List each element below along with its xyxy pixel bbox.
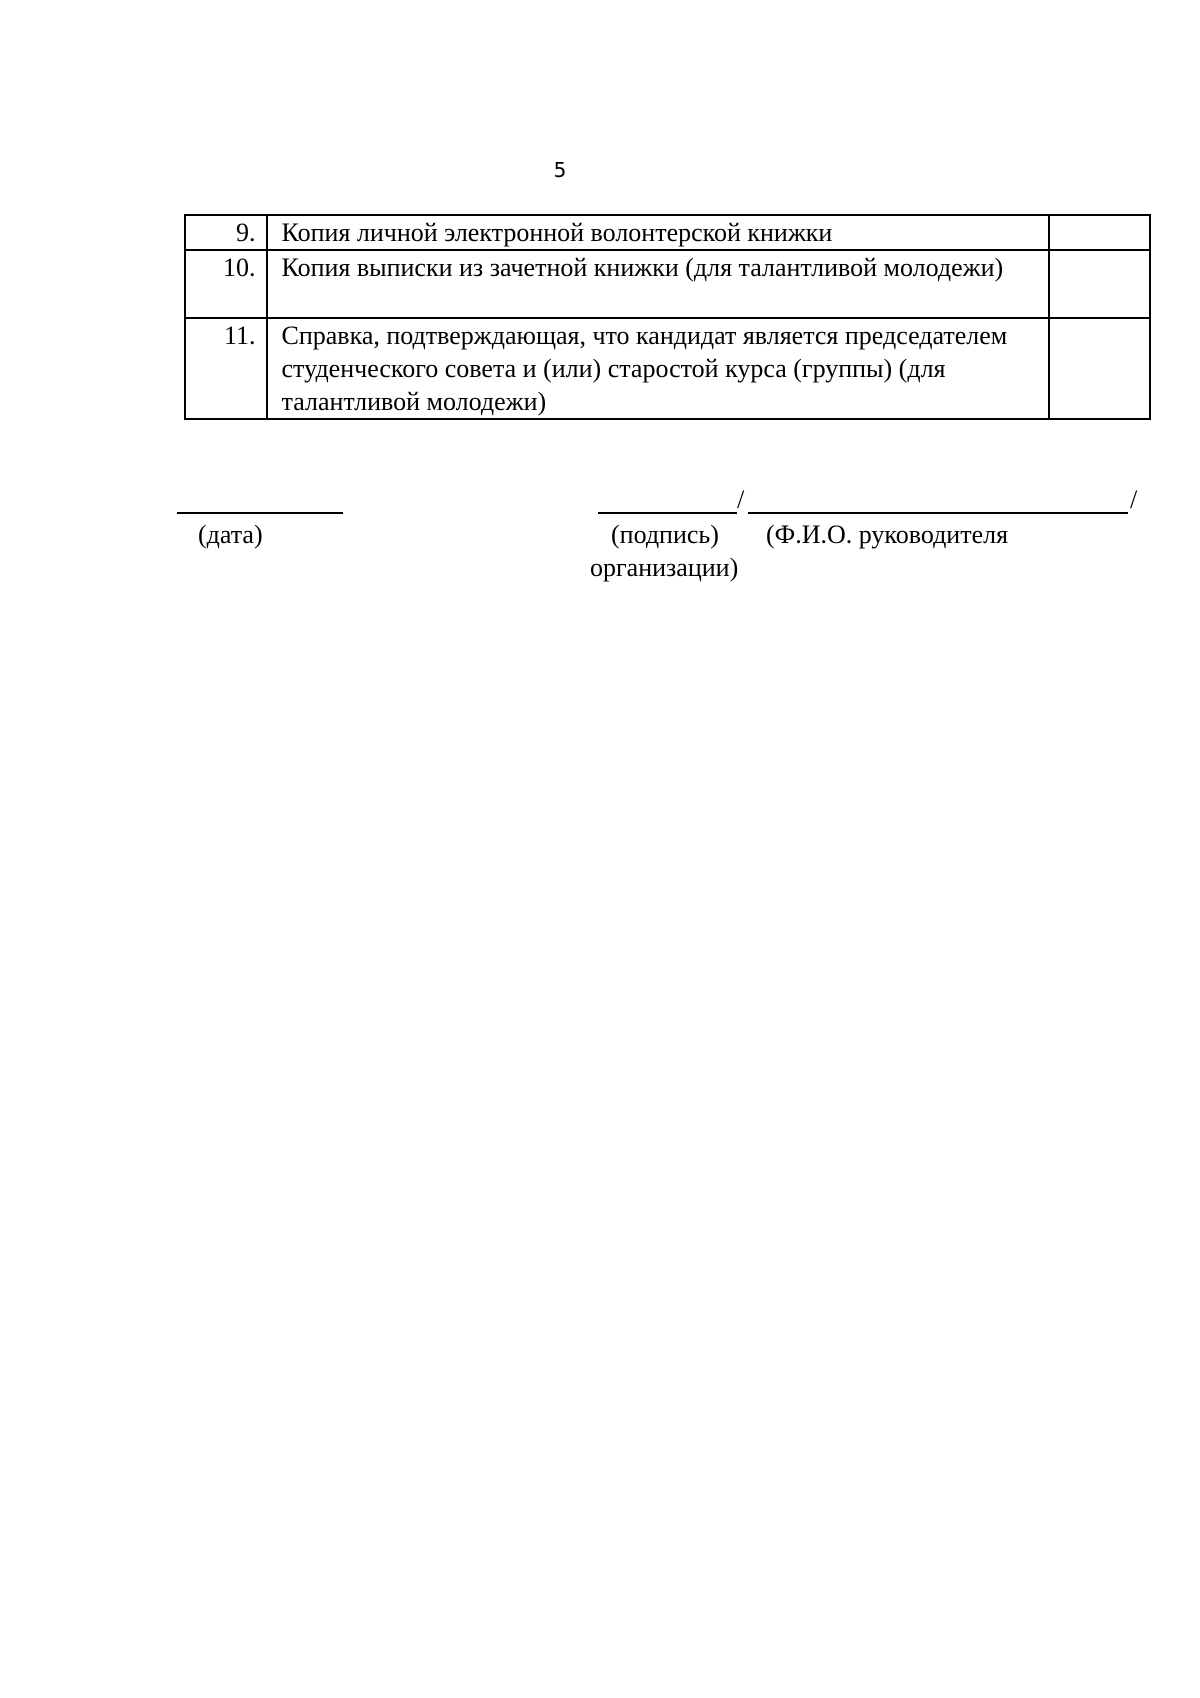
row-mark-cell — [1049, 318, 1150, 419]
signature-line — [598, 512, 737, 514]
signature-slash-left: / — [737, 485, 745, 514]
row-mark-cell — [1049, 215, 1150, 250]
signature-slash-right: / — [1130, 485, 1138, 514]
row-text: Копия личной электронной волонтерской книжки — [267, 215, 1050, 250]
table-row — [185, 250, 1150, 318]
row-number: 9. — [185, 215, 267, 250]
name-line — [748, 512, 1128, 514]
row-number: 11. — [185, 318, 267, 419]
signature-caption: (подпись) — [611, 520, 719, 549]
date-line — [177, 512, 343, 514]
documents-table — [184, 214, 1151, 420]
row-text: Справка, подтверждающая, что кандидат является председателем студенческого совета и (или) старостой курса (группы) (для талантливой молодежи) — [267, 318, 1050, 419]
table-row — [185, 318, 1150, 419]
date-caption: (дата) — [198, 520, 263, 549]
name-caption-line1: (Ф.И.О. руководителя — [766, 520, 1009, 549]
row-number: 10. — [185, 250, 267, 318]
table-row — [185, 215, 1150, 250]
row-text: Копия выписки из зачетной книжки (для талантливой молодежи) — [267, 250, 1050, 318]
page-number: 5 — [553, 158, 567, 182]
name-caption-line2: организации) — [590, 553, 739, 582]
row-mark-cell — [1049, 250, 1150, 318]
